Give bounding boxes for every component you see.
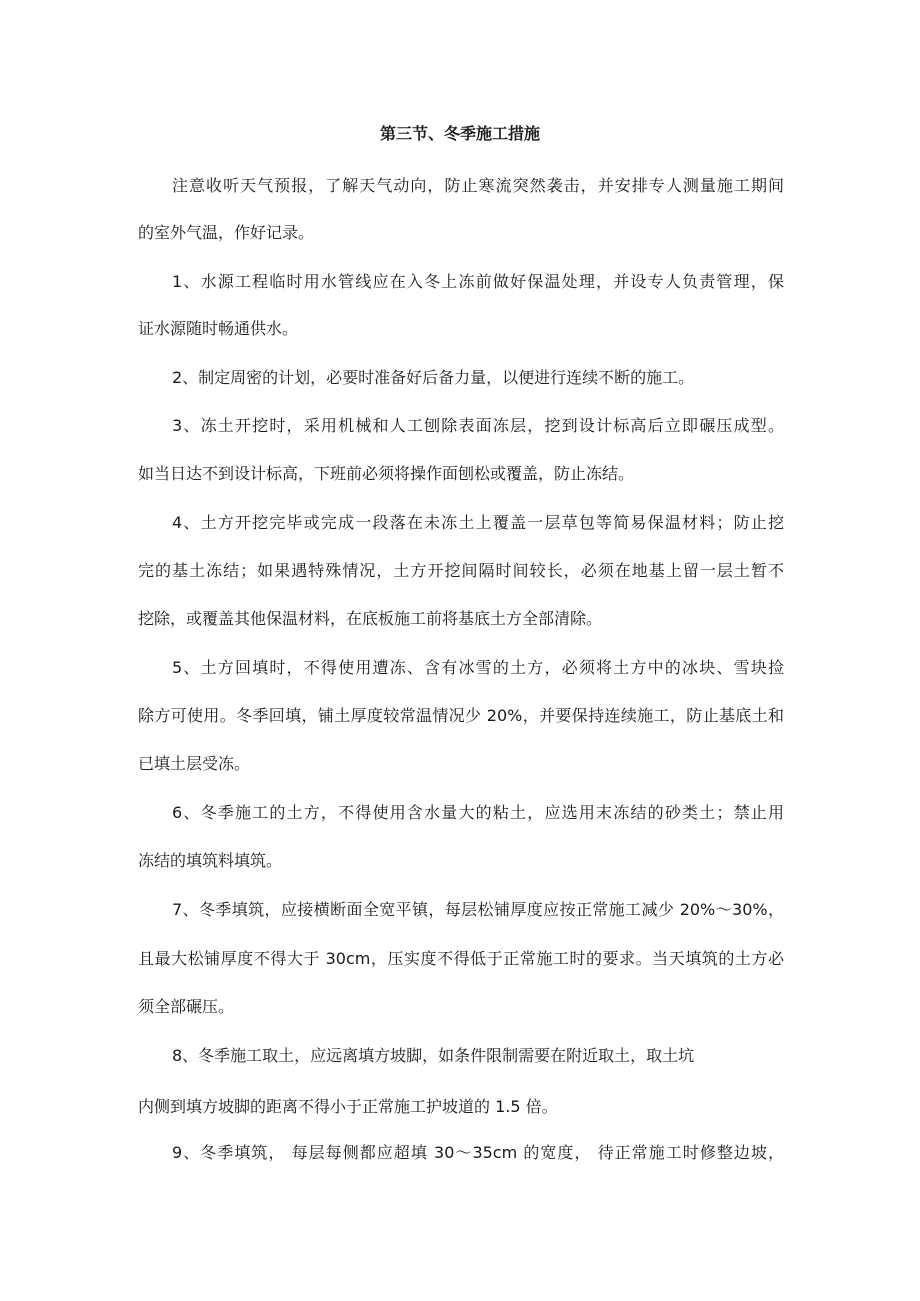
- item-2-line-1: 2、制定周密的计划，必要时准备好后备力量，以便进行连续不断的施工。: [172, 368, 695, 387]
- item-7-line-3: 须全部碾压。: [138, 997, 235, 1016]
- item-7-line-2: 且最大松铺厚度不得大于 30cm，压实度不得低于正常施工时的要求。当天填筑的土方必: [138, 949, 784, 968]
- item-8-line-2: 内侧到填方坡脚的距离不得小于正常施工护坡道的 1.5 倍。: [138, 1097, 558, 1116]
- item-5-line-2: 除方可使用。冬季回填，铺土厚度较常温情况少 20%，并要保持连续施工，防止基底土和: [138, 706, 784, 725]
- item-8-line-1: 8、冬季施工取土，应远离填方坡脚，如条件限制需要在附近取土，取土坑: [172, 1046, 695, 1065]
- intro-line-2: 的室外气温，作好记录。: [138, 223, 315, 242]
- item-3-line-1: 3、冻土开挖时，采用机械和人工刨除表面冻层，挖到设计标高后立即碾压成型。: [172, 416, 784, 435]
- item-7-line-1: 7、冬季填筑，应接横断面全宽平镇，每层松铺厚度应按正常施工减少 20%～30%，: [172, 900, 784, 919]
- item-3-line-2: 如当日达不到设计标高，下班前必须将操作面刨松或覆盖，防止冻结。: [138, 464, 635, 483]
- item-5-line-3: 已填土层受冻。: [138, 754, 251, 773]
- item-1-line-2: 证水源随时畅通供水。: [138, 319, 299, 338]
- item-4-line-2: 完的基土冻结；如果遇特殊情况，土方开挖间隔时间较长，必须在地基上留一层土暂不: [138, 561, 784, 580]
- item-4-line-1: 4、土方开挖完毕或完成一段落在未冻土上覆盖一层草包等简易保温材料；防止挖: [172, 513, 784, 532]
- item-6-line-2: 冻结的填筑料填筑。: [138, 851, 283, 870]
- item-5-line-1: 5、土方回填时，不得使用遭冻、含有冰雪的土方，必须将土方中的冰块、雪块捡: [172, 658, 784, 677]
- item-4-line-3: 挖除，或覆盖其他保温材料，在底板施工前将基底土方全部清除。: [138, 609, 603, 628]
- item-6-line-1: 6、冬季施工的土方，不得使用含水量大的粘土，应选用末冻结的砂类土；禁止用: [172, 803, 784, 822]
- item-9-line-1: 9、冬季填筑， 每层每侧都应超填 30～35cm 的宽度， 待正常施工时修整边坡，: [172, 1143, 784, 1162]
- section-title: 第三节、冬季施工措施: [379, 124, 540, 143]
- item-1-line-1: 1、水源工程临时用水管线应在入冬上冻前做好保温处理，并设专人负责管理，保: [172, 272, 784, 291]
- intro-line-1: 注意收听天气预报，了解天气动向，防止寒流突然袭击，并安排专人测量施工期间: [172, 176, 784, 195]
